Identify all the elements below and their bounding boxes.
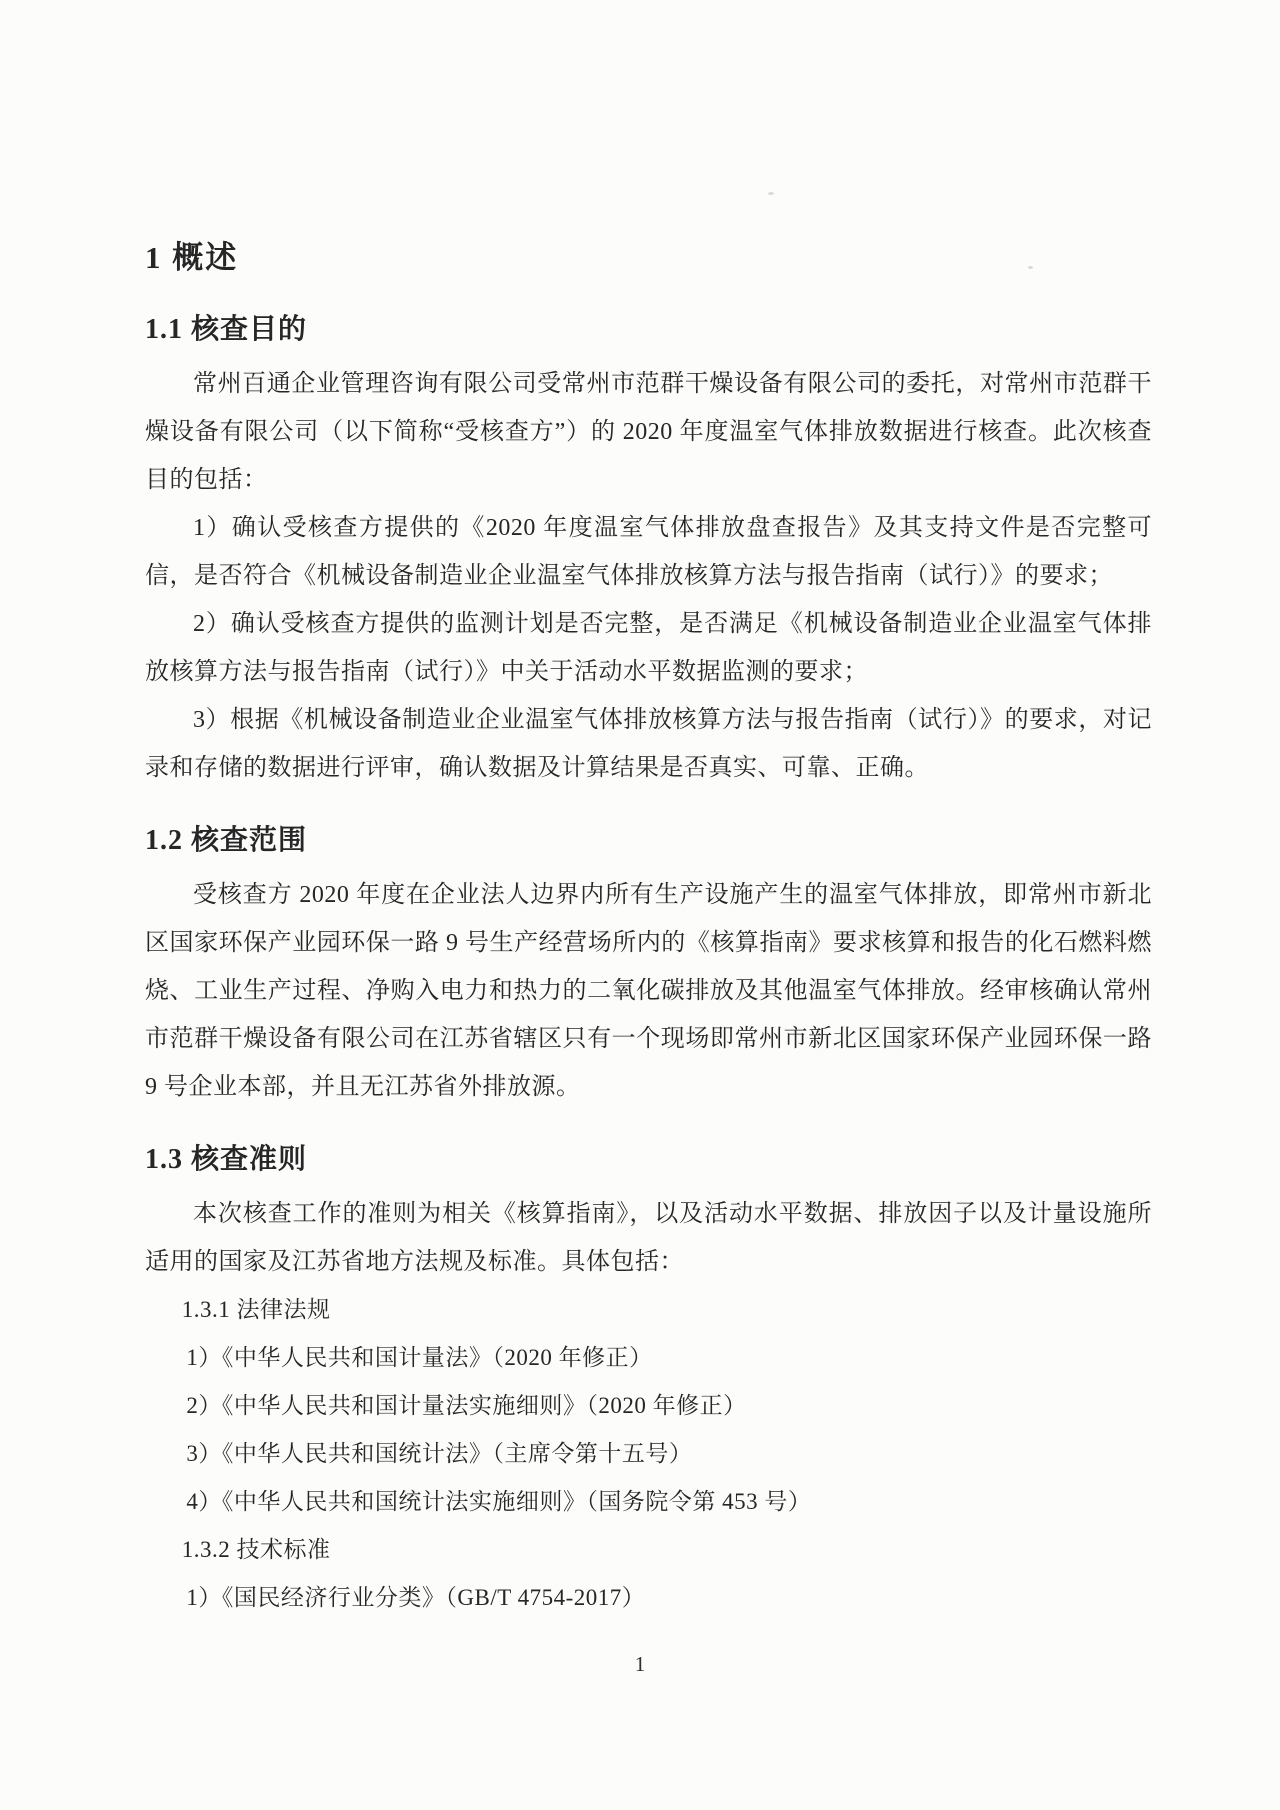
section-1-1-item-3: 3）根据《机械设备制造业企业温室气体排放核算方法与报告指南（试行）》的要求，对记录和存储的数据进行评审，确认数据及计算结果是否真实、可靠、正确。 [145, 707, 1152, 781]
law-item-4: 4）《中华人民共和国统计法实施细则》（国务院令第 453 号） [186, 1489, 812, 1514]
section-1-1-item-2: 2）确认受核查方提供的监测计划是否完整，是否满足《机械设备制造业企业温室气体排放核算方法与报告指南（试行）》中关于活动水平数据监测的要求； [145, 611, 1152, 685]
section-1-2-paragraph: 受核查方 2020 年度在企业法人边界内所有生产设施产生的温室气体排放，即常州市新北区国家环保产业园环保一路 9 号生产经营场所内的《核算指南》要求核算和报告的化石燃料燃烧、工业生产过程、净购入电力和热力的二氧化碳排放及其他温室气体排放。经审核确认常州市范群干燥设备有限公司在江苏省辖区只有一个现场即常州市新北区国家环保产业园环保一路 9 号企业本部，并且无江苏省外排放源。 [145, 882, 1152, 1100]
page-number: 1 [634, 1652, 646, 1676]
section-1-2-title: 1.2 核查范围 [145, 825, 308, 856]
section-1-1-item-1: 1）确认受核查方提供的《2020 年度温室气体排放盘查报告》及其支持文件是否完整可信，是否符合《机械设备制造业企业温室气体排放核算方法与报告指南（试行）》的要求； [145, 515, 1152, 589]
law-item-3: 3）《中华人民共和国统计法》（主席令第十五号） [186, 1441, 693, 1466]
chapter-title: 1 概述 [145, 240, 239, 275]
section-1-3-title: 1.3 核查准则 [145, 1144, 308, 1175]
subsection-1-3-2-title: 1.3.2 技术标准 [181, 1537, 331, 1562]
scan-artifact [768, 192, 774, 195]
law-item-2: 2）《中华人民共和国计量法实施细则》（2020 年修正） [186, 1393, 747, 1418]
scan-artifact [1028, 266, 1033, 269]
subsection-1-3-1-title: 1.3.1 法律法规 [181, 1297, 331, 1322]
section-1-1-title: 1.1 核查目的 [145, 314, 308, 345]
standard-item-1: 1）《国民经济行业分类》（GB/T 4754-2017） [186, 1585, 646, 1610]
law-item-1: 1）《中华人民共和国计量法》（2020 年修正） [186, 1345, 653, 1370]
section-1-3-paragraph: 本次核查工作的准则为相关《核算指南》，以及活动水平数据、排放因子以及计量设施所适用的国家及江苏省地方法规及标准。具体包括： [145, 1201, 1152, 1275]
section-1-1-paragraph-intro: 常州百通企业管理咨询有限公司受常州市范群干燥设备有限公司的委托，对常州市范群干燥设备有限公司（以下简称“受核查方”）的 2020 年度温室气体排放数据进行核查。此次核查目的包括： [145, 371, 1152, 493]
